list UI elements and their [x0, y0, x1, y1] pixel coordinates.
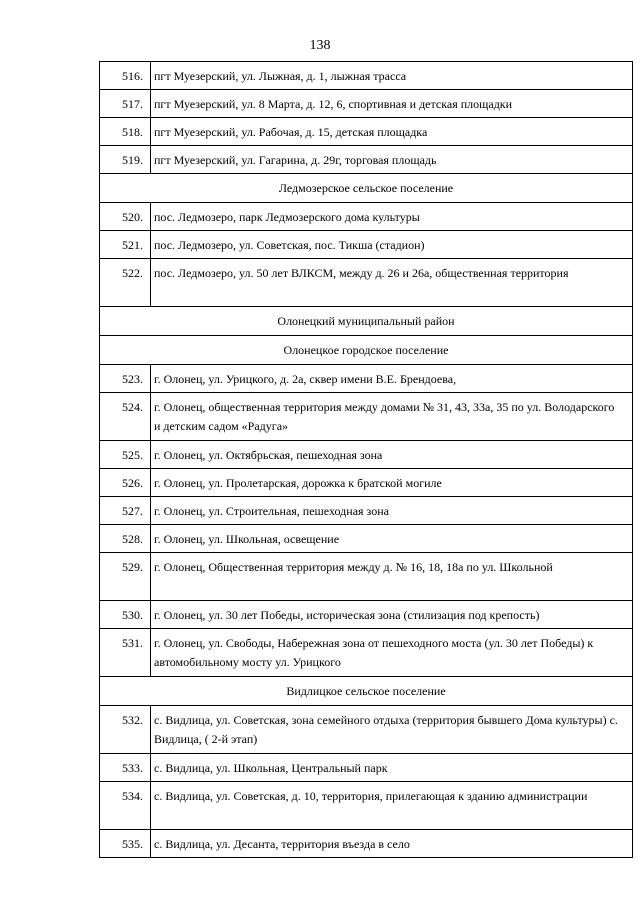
section-header-row — [100, 307, 633, 336]
row-number: 527. — [100, 497, 151, 525]
section-title: Ледмозерское сельское поселение — [100, 174, 633, 203]
row-description: г. Олонец, ул. Октябрьская, пешеходная зона — [151, 441, 633, 469]
row-description: пгт Муезерский, ул. Гагарина, д. 29г, торговая площадь — [151, 146, 633, 174]
row-number: 528. — [100, 525, 151, 553]
section-title: Олонецкий муниципальный район — [100, 307, 633, 336]
table-row — [100, 497, 633, 525]
row-number: 531. — [100, 629, 151, 677]
table-row — [100, 118, 633, 146]
territories-table — [99, 61, 633, 858]
section-title: Видлицкое сельское поселение — [100, 677, 633, 706]
row-description: пгт Муезерский, ул. 8 Марта, д. 12, 6, спортивная и детская площадки — [151, 90, 633, 118]
table-row — [100, 146, 633, 174]
page-number: 138 — [309, 38, 331, 53]
row-description: г. Олонец, ул. Урицкого, д. 2а, сквер имени В.Е. Брендоева, — [151, 365, 633, 393]
row-number: 519. — [100, 146, 151, 174]
row-number: 522. — [100, 259, 151, 307]
row-number: 529. — [100, 553, 151, 601]
table-row — [100, 90, 633, 118]
row-number: 525. — [100, 441, 151, 469]
row-number: 523. — [100, 365, 151, 393]
row-number: 526. — [100, 469, 151, 497]
row-description: г. Олонец, ул. Свободы, Набережная зона от пешеходного моста (ул. 30 лет Победы) к автомобильному мосту ул. Урицкого — [151, 629, 633, 677]
table-row — [100, 782, 633, 830]
table-row — [100, 553, 633, 601]
row-description: с. Видлица, ул. Советская, д. 10, территория, прилегающая к зданию администрации — [151, 782, 633, 830]
row-number: 532. — [100, 706, 151, 754]
table-row — [100, 441, 633, 469]
row-number: 524. — [100, 393, 151, 441]
row-number: 516. — [100, 62, 151, 90]
row-number: 533. — [100, 754, 151, 782]
table-row — [100, 365, 633, 393]
row-number: 520. — [100, 203, 151, 231]
section-header-row — [100, 677, 633, 706]
row-description: пос. Ледмозеро, парк Ледмозерского дома культуры — [151, 203, 633, 231]
table-row — [100, 231, 633, 259]
table-row — [100, 525, 633, 553]
table-row — [100, 62, 633, 90]
row-description: г. Олонец, Общественная территория между д. № 16, 18, 18а по ул. Школьной — [151, 553, 633, 601]
row-description: г. Олонец, ул. Пролетарская, дорожка к братской могиле — [151, 469, 633, 497]
table-row — [100, 754, 633, 782]
row-description: с. Видлица, ул. Десанта, территория въезда в село — [151, 830, 633, 858]
row-description: с. Видлица, ул. Школьная, Центральный парк — [151, 754, 633, 782]
table-row — [100, 259, 633, 307]
row-description: г. Олонец, ул. 30 лет Победы, историческая зона (стилизация под крепость) — [151, 601, 633, 629]
row-number: 530. — [100, 601, 151, 629]
row-description: пос. Ледмозеро, ул. Советская, пос. Тикша (стадион) — [151, 231, 633, 259]
table-row — [100, 203, 633, 231]
table-row — [100, 393, 633, 441]
row-number: 535. — [100, 830, 151, 858]
row-number: 517. — [100, 90, 151, 118]
section-title: Олонецкое городское поселение — [100, 336, 633, 365]
table-row — [100, 469, 633, 497]
row-description: пгт Муезерский, ул. Рабочая, д. 15, детская площадка — [151, 118, 633, 146]
table-row — [100, 830, 633, 858]
row-description: г. Олонец, общественная территория между домами № 31, 43, 33а, 35 по ул. Володарского и детским садом «Радуга» — [151, 393, 633, 441]
row-description: г. Олонец, ул. Строительная, пешеходная зона — [151, 497, 633, 525]
section-header-row — [100, 174, 633, 203]
row-description: пгт Муезерский, ул. Лыжная, д. 1, лыжная трасса — [151, 62, 633, 90]
table-row — [100, 629, 633, 677]
row-description: г. Олонец, ул. Школьная, освещение — [151, 525, 633, 553]
table-row — [100, 706, 633, 754]
section-header-row — [100, 336, 633, 365]
table-row — [100, 601, 633, 629]
row-number: 521. — [100, 231, 151, 259]
row-description: с. Видлица, ул. Советская, зона семейного отдыха (территория бывшего Дома культуры) с. Видлица, ( 2-й этап) — [151, 706, 633, 754]
row-description: пос. Ледмозеро, ул. 50 лет ВЛКСМ, между д. 26 и 26а, общественная территория — [151, 259, 633, 307]
row-number: 534. — [100, 782, 151, 830]
row-number: 518. — [100, 118, 151, 146]
